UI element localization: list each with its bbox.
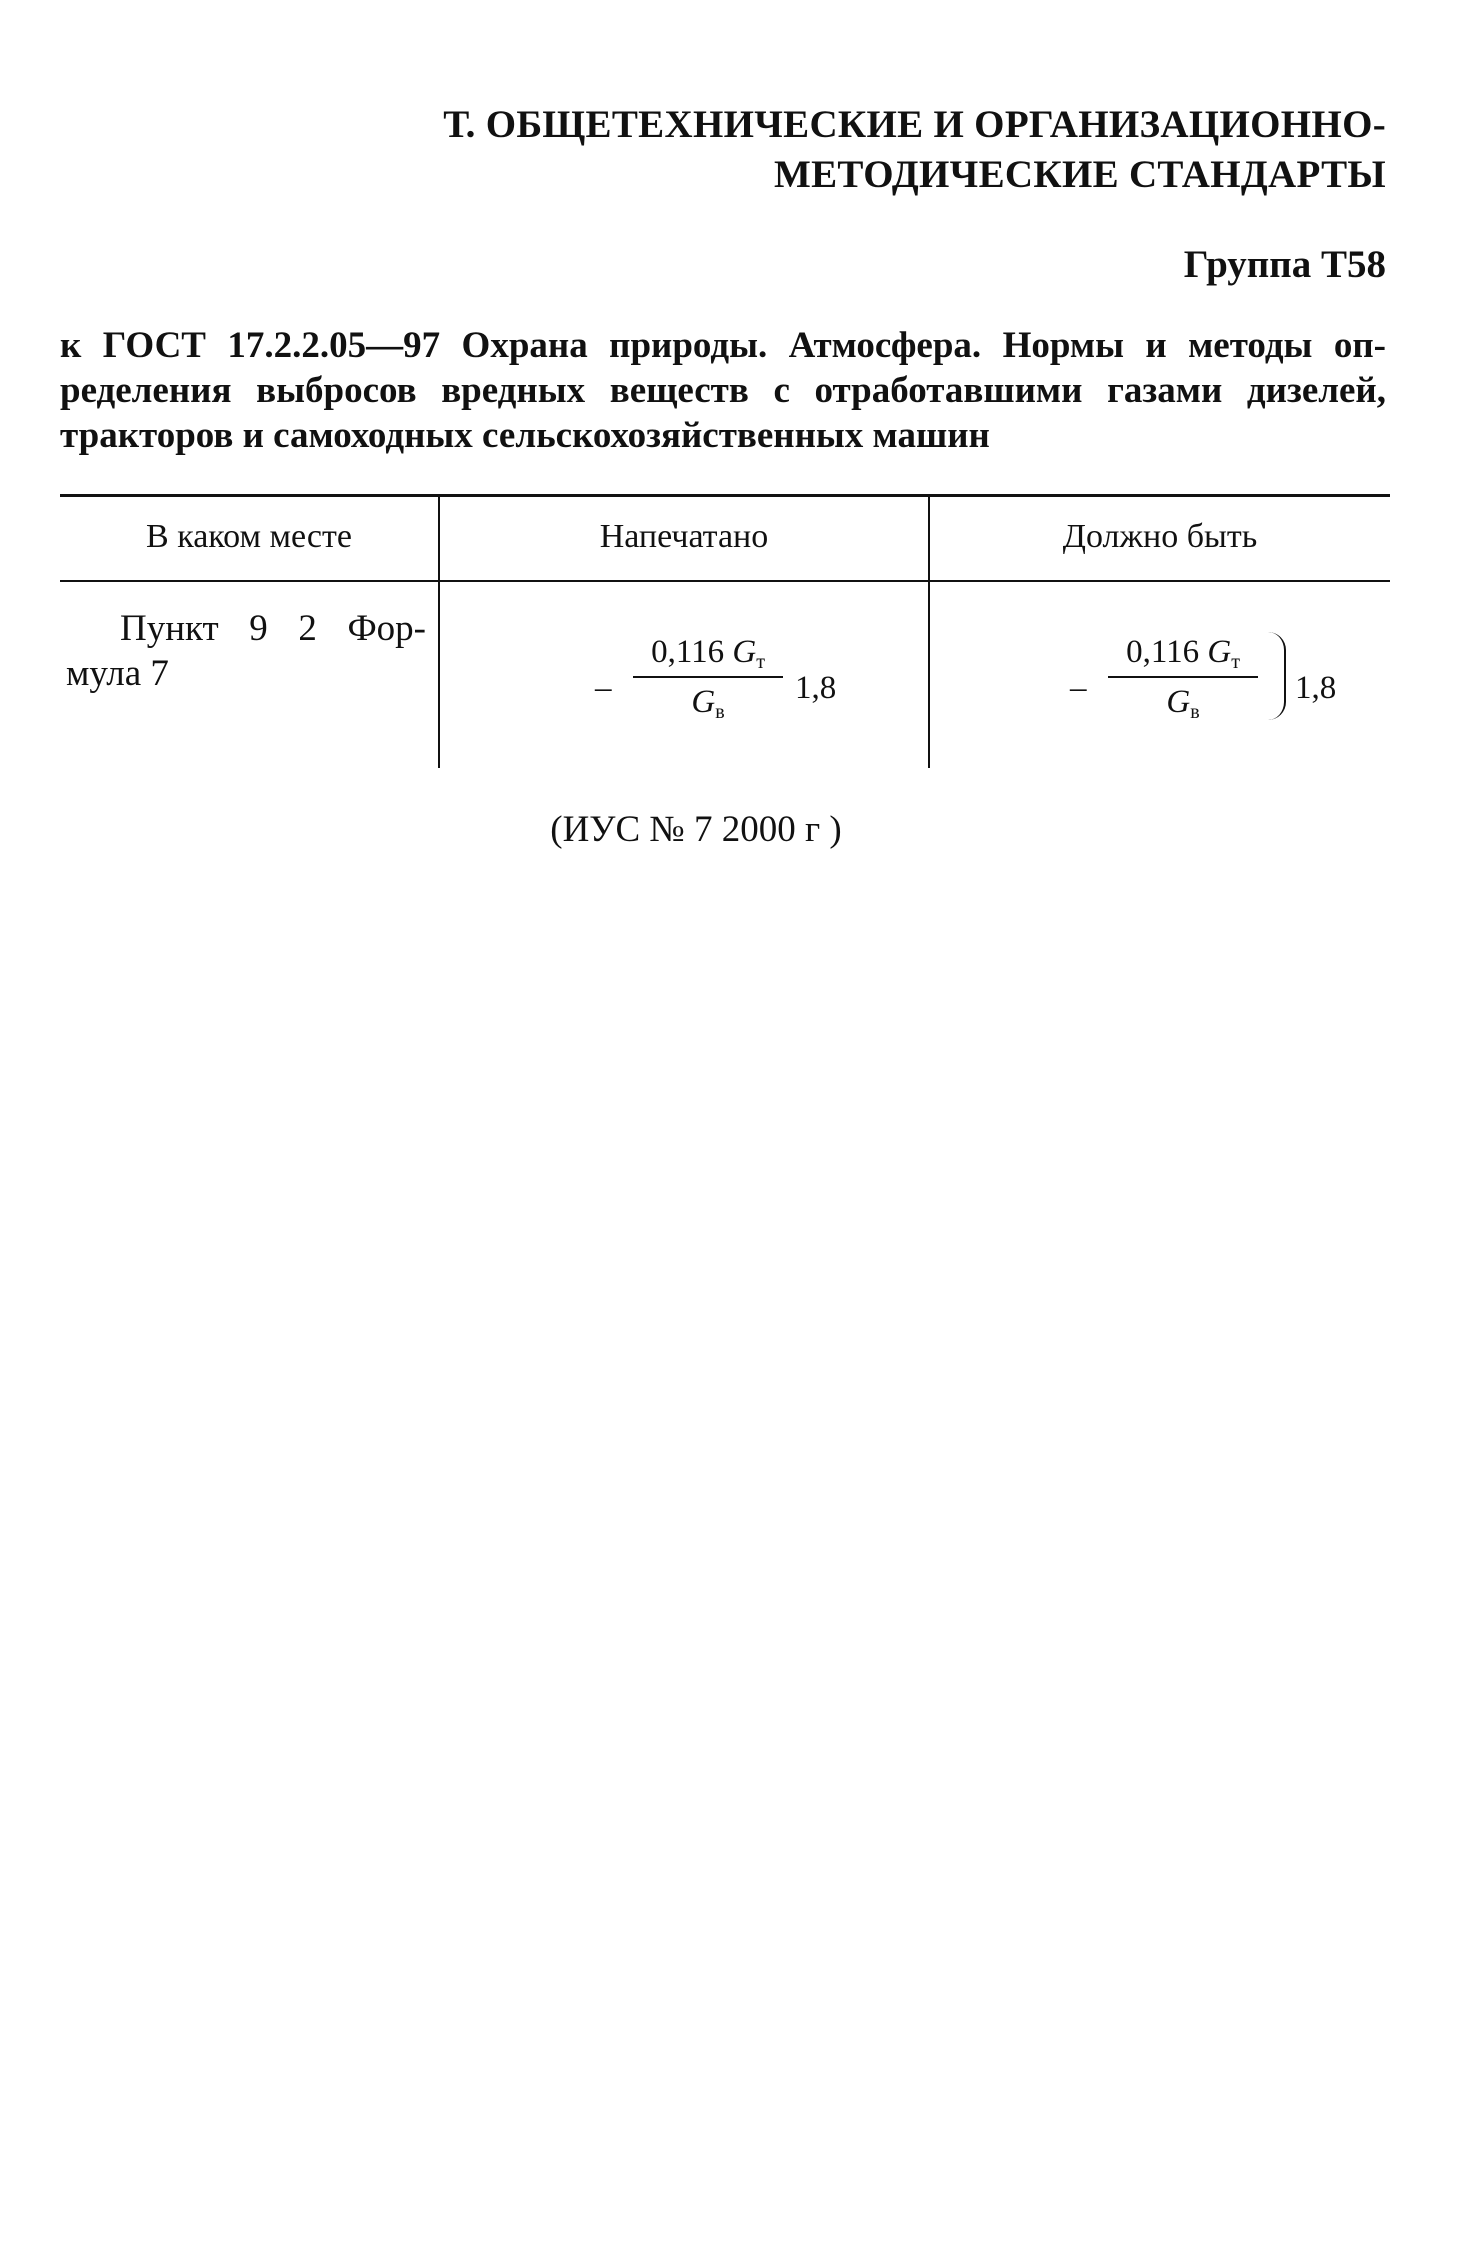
amendment-title-line-2: ределения выбросов вредных веществ с отработавшими газами дизелей, (60, 370, 1386, 411)
numerator-variable-symbol: G (1207, 634, 1232, 670)
numerator-subscript: т (1231, 651, 1240, 673)
formula-numerator (633, 632, 783, 672)
column-header-printed: Напечатано (599, 518, 769, 555)
table-top-rule (60, 494, 1390, 497)
formula-fraction (633, 632, 783, 722)
numerator-subscript: т (756, 651, 765, 673)
denominator-variable-symbol: G (1166, 684, 1191, 720)
fraction-bar (633, 676, 783, 678)
column-header-location: В каком месте (146, 518, 352, 555)
closing-parenthesis (1268, 632, 1286, 720)
publication-source-note: (ИУС № 7 2000 г ) (550, 809, 842, 850)
amendment-title (60, 323, 1386, 458)
numerator-variable-symbol: G (732, 634, 757, 670)
group-label: Группа Т58 (1183, 243, 1386, 286)
amendment-title-line-3: тракторов и самоходных сельскохозяйственных машин (60, 415, 990, 456)
denominator-variable (1166, 684, 1200, 723)
correction-table (60, 494, 1390, 768)
category-heading-line-1: Т. ОБЩЕТЕХНИЧЕСКИЕ И ОРГАНИЗАЦИОННО- (443, 103, 1386, 146)
formula-denominator (1108, 682, 1258, 722)
category-heading-line-2: МЕТОДИЧЕСКИЕ СТАНДАРТЫ (774, 153, 1386, 196)
denominator-variable (691, 684, 725, 723)
column-header-should-be: Должно быть (1062, 518, 1258, 555)
formula-denominator (633, 682, 783, 722)
standards-category-heading (443, 100, 1386, 200)
formula-numerator (1108, 632, 1258, 672)
table-header-rule (60, 580, 1390, 582)
amendment-title-line-1: к ГОСТ 17.2.2.05—97 Охрана природы. Атмосфера. Нормы и методы оп- (60, 325, 1386, 366)
numerator-coefficient: 0,116 (651, 634, 725, 670)
location-line-1: Пункт 9 2 Фор- (120, 608, 426, 649)
formula-exponent-value: 1,8 (795, 670, 837, 706)
formula-minus-sign: – (1070, 670, 1087, 706)
printed-formula (595, 632, 855, 722)
numerator-coefficient: 0,116 (1126, 634, 1200, 670)
formula-fraction (1108, 632, 1258, 722)
numerator-variable (732, 634, 765, 673)
numerator-variable (1207, 634, 1240, 673)
corrected-formula (1070, 632, 1340, 722)
formula-exponent-value: 1,8 (1295, 670, 1337, 706)
denominator-variable-symbol: G (691, 684, 716, 720)
location-line-2: мула 7 (66, 653, 169, 694)
denominator-subscript: в (1190, 701, 1200, 723)
table-cell-location (66, 606, 426, 696)
denominator-subscript: в (715, 701, 725, 723)
fraction-bar (1108, 676, 1258, 678)
formula-minus-sign: – (595, 670, 612, 706)
